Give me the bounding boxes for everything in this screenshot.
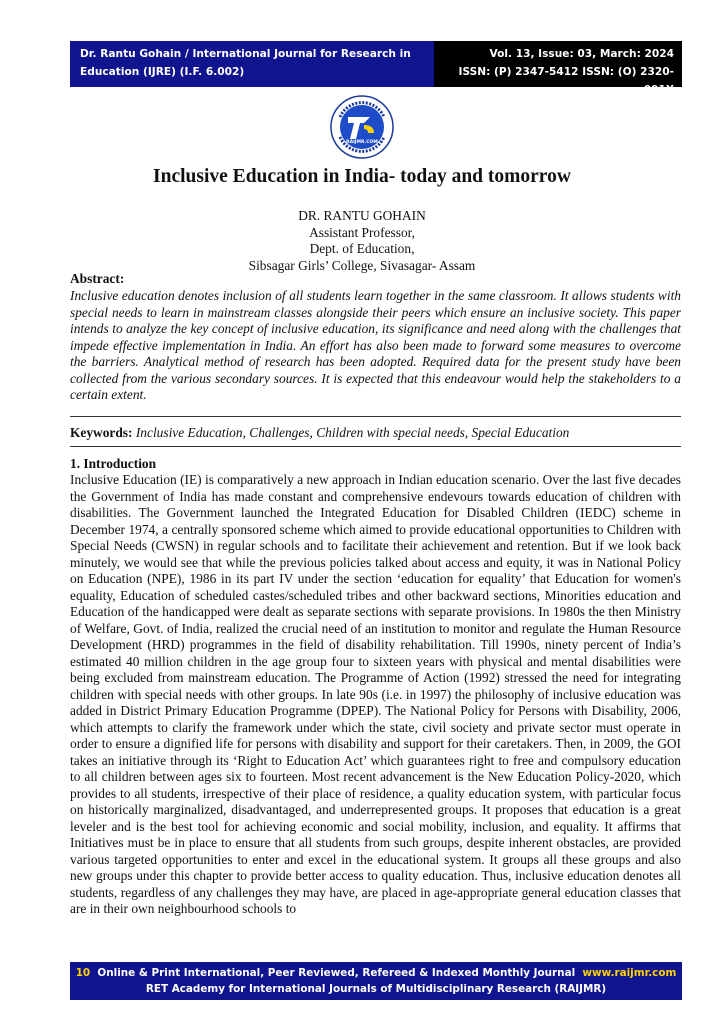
footer-line-1	[70, 965, 682, 981]
author-affiliation: Sibsagar Girls’ College, Sivasagar- Assam	[248, 257, 476, 273]
introduction-text: Inclusive Education (IE) is comparatively a new approach in Indian education scenario. Over the last five decades the Government of India has made constant and comprehensive endevours towards education of children with disabilities. The Government launched the Integrated Education for Disabled Children (IEDC) scheme in December 1974, a centrally sponsored scheme which aimed to provide educational opportunities to Children with Special Needs (CWSN) in regular schools and to facilitate their achievement and retention. But if we look back minutely, we would see that while the previous policies talked about access and equity, it was in National Policy on Education (NPE), 1986 in its part IV under the section ‘education for equality’ that Education for women's equality, Education of scheduled castes/scheduled tribes and other backward sections, Minorities education and Education of the handicapped were dealt as separate sections with separate provisions. In 1980s the then Ministry of Welfare, Govt. of India, realized the crucial need of an institution to monitor and regulate the Human Resource Development (HRD) programmes in the field of disability rehabilitation. Till 1990s, ninety percent of India’s estimated 40 million children in the age group four to sixteen years with physical and mental disabilities were being excluded from mainstream education. The Programme of Action (1992) stressed the need for integrating children with special needs with other groups. In late 90s (i.e. in 1997) the philosophy of inclusive education was added in District Primary Education Programme (DPEP). The National Policy for Persons with Disability, 2006, which attempts to clarify the framework under which the state, civil society and private sector must operate in order to ensure a dignified life for persons with disability and support for their caretakers. Then, in 2009, the GOI takes an initiative through its ‘Right to Education Act’ which guarantees right to free and compulsory education to all children between ages six to fourteen. Most recent advancement is the New Education Policy-2020, which provides to all students, irrespective of their place of residence, a quality education system, with particular focus on historically marginalized, disadvantaged, and underrepresented groups. It proposes that education is a great leveler and is the best tool for achieving economic and social mobility, inclusion, and equality. It affirms that Initiatives must be in place to ensure that all students from such groups, despite inherent obstacles, are provided various targeted opportunities to enter and excel in the educational system. It groups all these groups and also new groups under this chapter to provide better access to quality education. Thus, inclusive education denotes all students, regardless of any challenges they may have, are placed in age-appropriate general education classes that are in their own neighbourhood schools to	[70, 472, 681, 916]
footer-line-2: RET Academy for International Journals of Multidisciplinary Research (RAIJMR)	[145, 983, 607, 995]
paper-title: Inclusive Education in India- today and tomorrow	[153, 166, 571, 187]
raijmr-logo	[330, 95, 394, 159]
volume-issue: Vol. 13, Issue: 03, March: 2024	[489, 48, 674, 60]
section-heading: 1. Introduction	[70, 456, 157, 471]
page-footer	[70, 962, 682, 1000]
page-number: 10	[75, 967, 91, 979]
abstract-text: Inclusive education denotes inclusion of all students learn together in the same classroom. It allows students with special needs to learn in mainstream classes alongside their peers which ensure an inclusive society. This paper intends to analyze the key concept of inclusive education, its significance and need along with the challenges that impede effective implementation in India. An effort has also been made to forward some measures to overcome the barriers. Analytical method of research has been adopted. Required data for the present study have been collected from the various secondary sources. It is expected that this endeavour would help the stakeholders to a certain extent.	[70, 288, 681, 402]
keywords-text: Inclusive Education, Challenges, Children with special needs, Special Education	[135, 425, 570, 440]
author-block	[0, 208, 724, 274]
journal-header	[70, 41, 682, 96]
journal-url[interactable]: www.raijmr.com	[582, 967, 677, 979]
citation-line-1: Dr. Rantu Gohain / International Journal for Research in	[80, 48, 411, 60]
journal-issue-info	[434, 41, 682, 96]
logo-text: RAIJMR.COM	[346, 140, 378, 145]
footer-journal-desc: Online & Print International, Peer Reviewed, Refereed & Indexed Monthly Journal	[97, 967, 576, 979]
issn: ISSN: (P) 2347-5412 ISSN: (O) 2320-091X	[458, 66, 674, 96]
author-position: Assistant Professor,	[309, 224, 415, 240]
divider	[70, 416, 681, 417]
journal-citation	[70, 41, 434, 87]
keywords-label: Keywords:	[70, 425, 133, 440]
citation-line-2: Education (IJRE) (I.F. 6.002)	[80, 66, 245, 78]
divider	[70, 446, 681, 447]
author-department: Dept. of Education,	[309, 241, 415, 256]
keywords	[70, 425, 681, 442]
abstract-heading: Abstract:	[70, 271, 125, 286]
author-name: DR. RANTU GOHAIN	[298, 208, 426, 223]
